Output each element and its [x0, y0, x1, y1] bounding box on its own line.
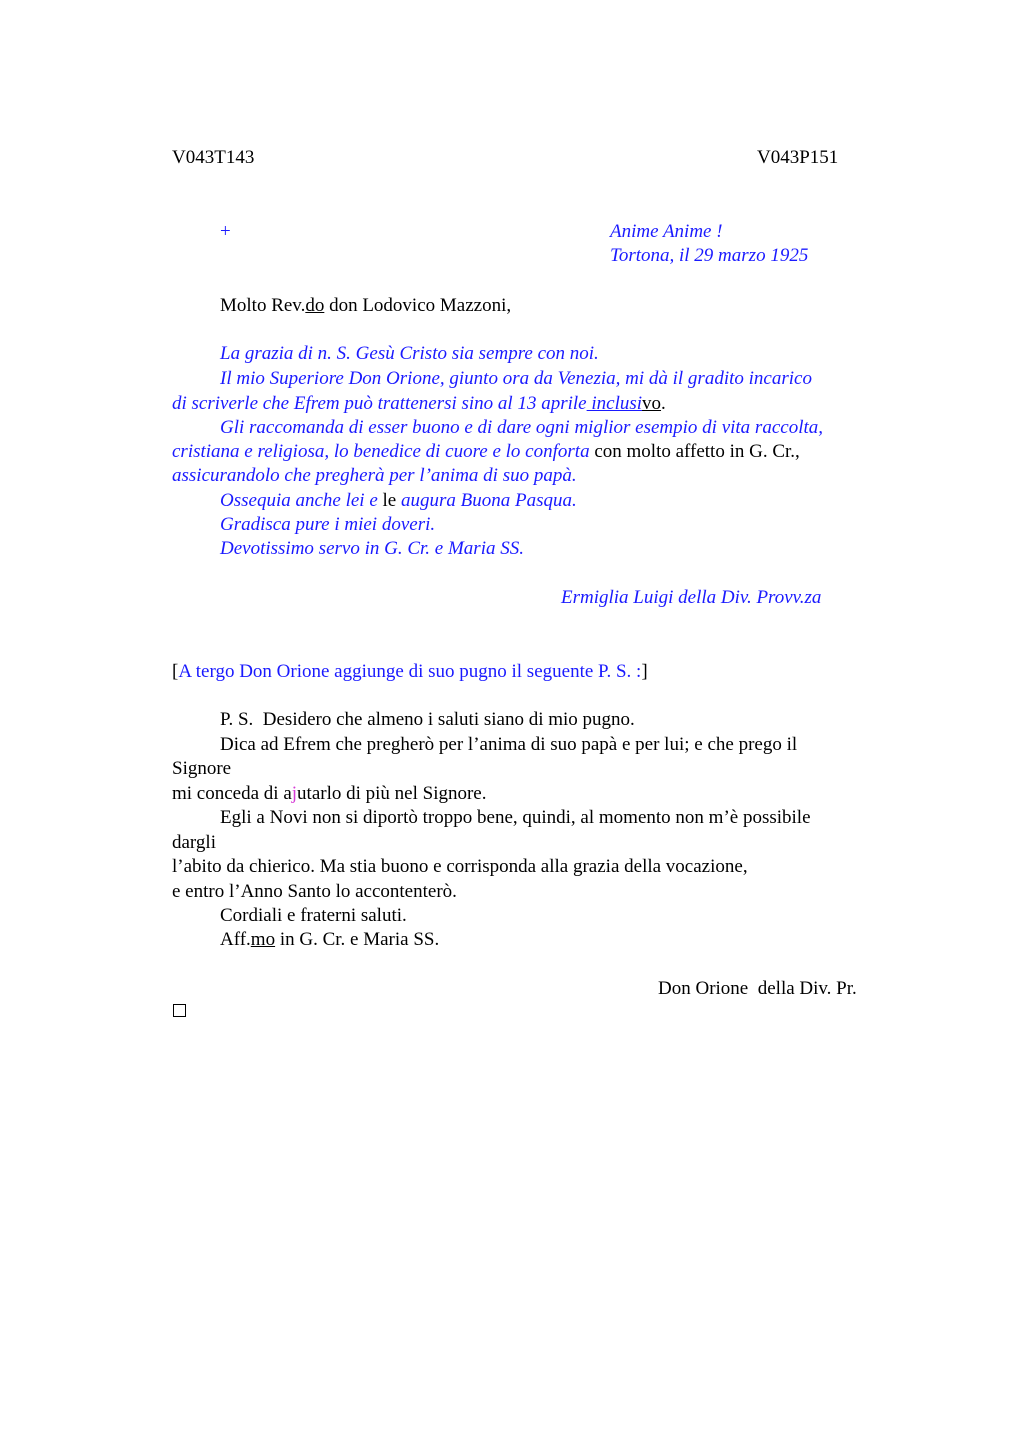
letter-line-6: assicurandolo che pregherà per l’anima di suo papà. — [172, 465, 577, 486]
ps-line-2: Dica ad Efrem che pregherò per l’anima di suo papà e per lui; e che prego il — [220, 734, 798, 755]
letter-line-5b: con molto affetto in G. Cr., — [589, 441, 800, 462]
place-date: Tortona, il 29 marzo 1925 — [610, 245, 809, 266]
document-code-right: V043P151 — [757, 147, 839, 168]
ps-line-1: P. S. Desidero che almeno i saluti siano di mio pugno. — [220, 709, 635, 730]
letter-line-9: Devotissimo servo in G. Cr. e Maria SS. — [220, 538, 524, 559]
letter-line-1: La grazia di n. S. Gesù Cristo sia sempre con noi. — [220, 343, 599, 364]
salutation-abbr: do — [305, 295, 325, 316]
letter-line-4: Gli raccomanda di esser buono e di dare ogni miglior esempio di vita raccolta, — [220, 417, 823, 438]
letter-line-7c: augura Buona Pasqua. — [400, 490, 577, 511]
ps-line-10 — [220, 928, 439, 952]
letter-line-3d: . — [661, 393, 666, 414]
letter-line-5 — [172, 440, 800, 464]
letter-line-8: Gradisca pure i miei doveri. — [220, 514, 436, 535]
ps-line-4b: j — [291, 783, 298, 804]
ps-line-4 — [172, 782, 487, 806]
letter-line-7b: le — [377, 490, 401, 511]
salutation-post: don Lodovico Mazzoni, — [324, 295, 512, 316]
ps-line-6: dargli — [172, 832, 216, 853]
ps-line-10a: Aff. — [220, 929, 251, 950]
motto: Anime Anime ! — [610, 221, 723, 242]
letter-line-5a: cristiana e religiosa, lo benedice di cuore e lo conforta — [172, 441, 590, 462]
document-code-left: V043T143 — [172, 147, 255, 168]
letter-line-3a: di scriverle che Efrem può trattenersi sino al 13 aprile — [172, 393, 587, 414]
ps-line-8: e entro l’Anno Santo lo accontenterò. — [172, 881, 457, 902]
letter-line-2: Il mio Superiore Don Orione, giunto ora da Venezia, mi dà il gradito incarico — [220, 368, 812, 389]
salutation — [220, 294, 511, 318]
letter-line-3 — [172, 392, 666, 416]
note-open-bracket: [ — [172, 661, 179, 682]
letter-line-3b: inclusi — [586, 393, 643, 414]
ps-line-5: Egli a Novi non si diportò troppo bene, quindi, al momento non m’è possibile — [220, 807, 811, 828]
letter-line-3c: vo — [642, 393, 662, 414]
salutation-pre: Molto Rev. — [220, 295, 306, 316]
ps-line-3: Signore — [172, 758, 232, 779]
letter-line-7 — [220, 489, 577, 513]
ps-line-7: l’abito da chierico. Ma stia buono e corrisponda alla grazia della vocazione, — [172, 856, 748, 877]
ps-line-10c: in G. Cr. e Maria SS. — [275, 929, 440, 950]
secretary-signature: Ermiglia Luigi della Div. Provv.za — [561, 587, 822, 608]
ps-line-10b: mo — [250, 929, 276, 950]
note-close-bracket: ] — [641, 661, 648, 682]
ps-line-4c: utarlo di più nel Signore. — [297, 783, 487, 804]
ps-line-4a: mi conceda di a — [172, 783, 292, 804]
cross-mark: + — [220, 221, 231, 242]
letter-line-7a: Ossequia anche lei e — [220, 490, 378, 511]
ps-line-9: Cordiali e fraterni saluti. — [220, 905, 407, 926]
note-text: A tergo Don Orione aggiunge di suo pugno il seguente P. S. : — [178, 661, 642, 682]
editorial-note — [172, 660, 648, 684]
checkbox-icon — [173, 1004, 186, 1017]
orione-signature: Don Orione della Div. Pr. — [658, 978, 857, 999]
